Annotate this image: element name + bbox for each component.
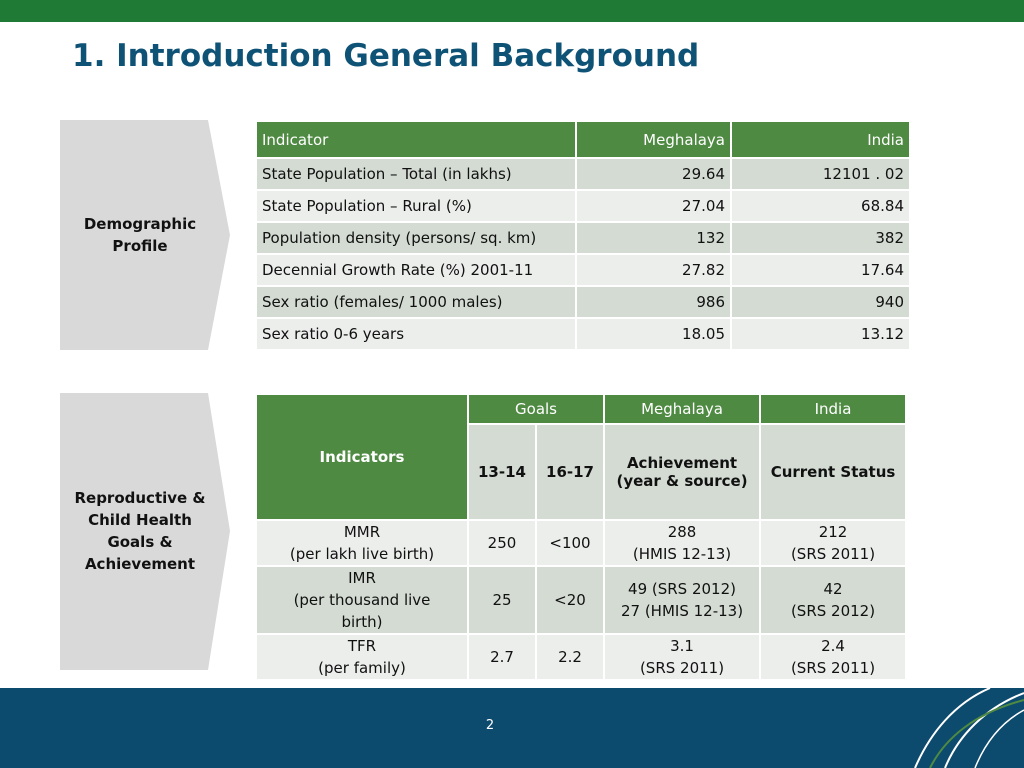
header-indicator: Indicator	[256, 121, 576, 158]
table-header-row	[256, 394, 906, 424]
top-accent-bar	[0, 0, 1024, 22]
header-meghalaya: Meghalaya	[604, 394, 760, 424]
table-header-row	[256, 121, 910, 158]
goal-cell: <100	[536, 520, 604, 566]
meghalaya-cell: 986	[576, 286, 731, 318]
indicator-cell: Sex ratio 0-6 years	[256, 318, 576, 350]
table-row	[256, 566, 906, 634]
table-row	[256, 520, 906, 566]
demographic-table	[255, 120, 911, 351]
header-goal-13-14: 13-14	[468, 424, 536, 520]
indicator-cell: Population density (persons/ sq. km)	[256, 222, 576, 254]
meghalaya-cell: 27.82	[576, 254, 731, 286]
india-cell: 382	[731, 222, 910, 254]
goal-cell: 25	[468, 566, 536, 634]
header-current-status: Current Status	[760, 424, 906, 520]
achievement-cell: 49 (SRS 2012) 27 (HMIS 12-13)	[604, 566, 760, 634]
india-cell: 12101 . 02	[731, 158, 910, 190]
header-india: India	[731, 121, 910, 158]
goal-cell: 2.2	[536, 634, 604, 680]
rch-goals-label: Reproductive & Child Health Goals & Achievement	[74, 489, 206, 573]
demographic-profile-label: Demographic Profile	[83, 215, 197, 255]
rch-goals-chevron	[60, 393, 232, 670]
india-cell: 940	[731, 286, 910, 318]
status-cell: 212 (SRS 2011)	[760, 520, 906, 566]
page-number: 2	[485, 718, 495, 733]
table-row	[256, 222, 910, 254]
header-meghalaya: Meghalaya	[576, 121, 731, 158]
table-row	[256, 254, 910, 286]
indicator-cell: State Population – Rural (%)	[256, 190, 576, 222]
indicator-cell: TFR (per family)	[256, 634, 468, 680]
status-cell: 42 (SRS 2012)	[760, 566, 906, 634]
status-cell: 2.4 (SRS 2011)	[760, 634, 906, 680]
goal-cell: <20	[536, 566, 604, 634]
meghalaya-cell: 18.05	[576, 318, 731, 350]
goal-cell: 250	[468, 520, 536, 566]
meghalaya-cell: 27.04	[576, 190, 731, 222]
indicator-cell: Sex ratio (females/ 1000 males)	[256, 286, 576, 318]
footer-bar	[0, 688, 1024, 768]
header-achievement: Achievement (year & source)	[604, 424, 760, 520]
header-goal-16-17: 16-17	[536, 424, 604, 520]
header-indicators: Indicators	[256, 394, 468, 520]
rch-table	[255, 393, 907, 681]
header-india: India	[760, 394, 906, 424]
table-row	[256, 158, 910, 190]
indicator-cell: MMR (per lakh live birth)	[256, 520, 468, 566]
indicator-cell: IMR (per thousand live birth)	[256, 566, 468, 634]
table-row	[256, 634, 906, 680]
india-cell: 13.12	[731, 318, 910, 350]
goal-cell: 2.7	[468, 634, 536, 680]
india-cell: 68.84	[731, 190, 910, 222]
table-row	[256, 318, 910, 350]
meghalaya-cell: 29.64	[576, 158, 731, 190]
meghalaya-cell: 132	[576, 222, 731, 254]
header-goals: Goals	[468, 394, 604, 424]
table-row	[256, 190, 910, 222]
achievement-cell: 288 (HMIS 12-13)	[604, 520, 760, 566]
demographic-profile-chevron	[60, 120, 232, 350]
india-cell: 17.64	[731, 254, 910, 286]
page-title: 1. Introduction General Background	[72, 38, 700, 74]
indicator-cell: State Population – Total (in lakhs)	[256, 158, 576, 190]
indicator-cell: Decennial Growth Rate (%) 2001-11	[256, 254, 576, 286]
achievement-cell: 3.1 (SRS 2011)	[604, 634, 760, 680]
table-row	[256, 286, 910, 318]
